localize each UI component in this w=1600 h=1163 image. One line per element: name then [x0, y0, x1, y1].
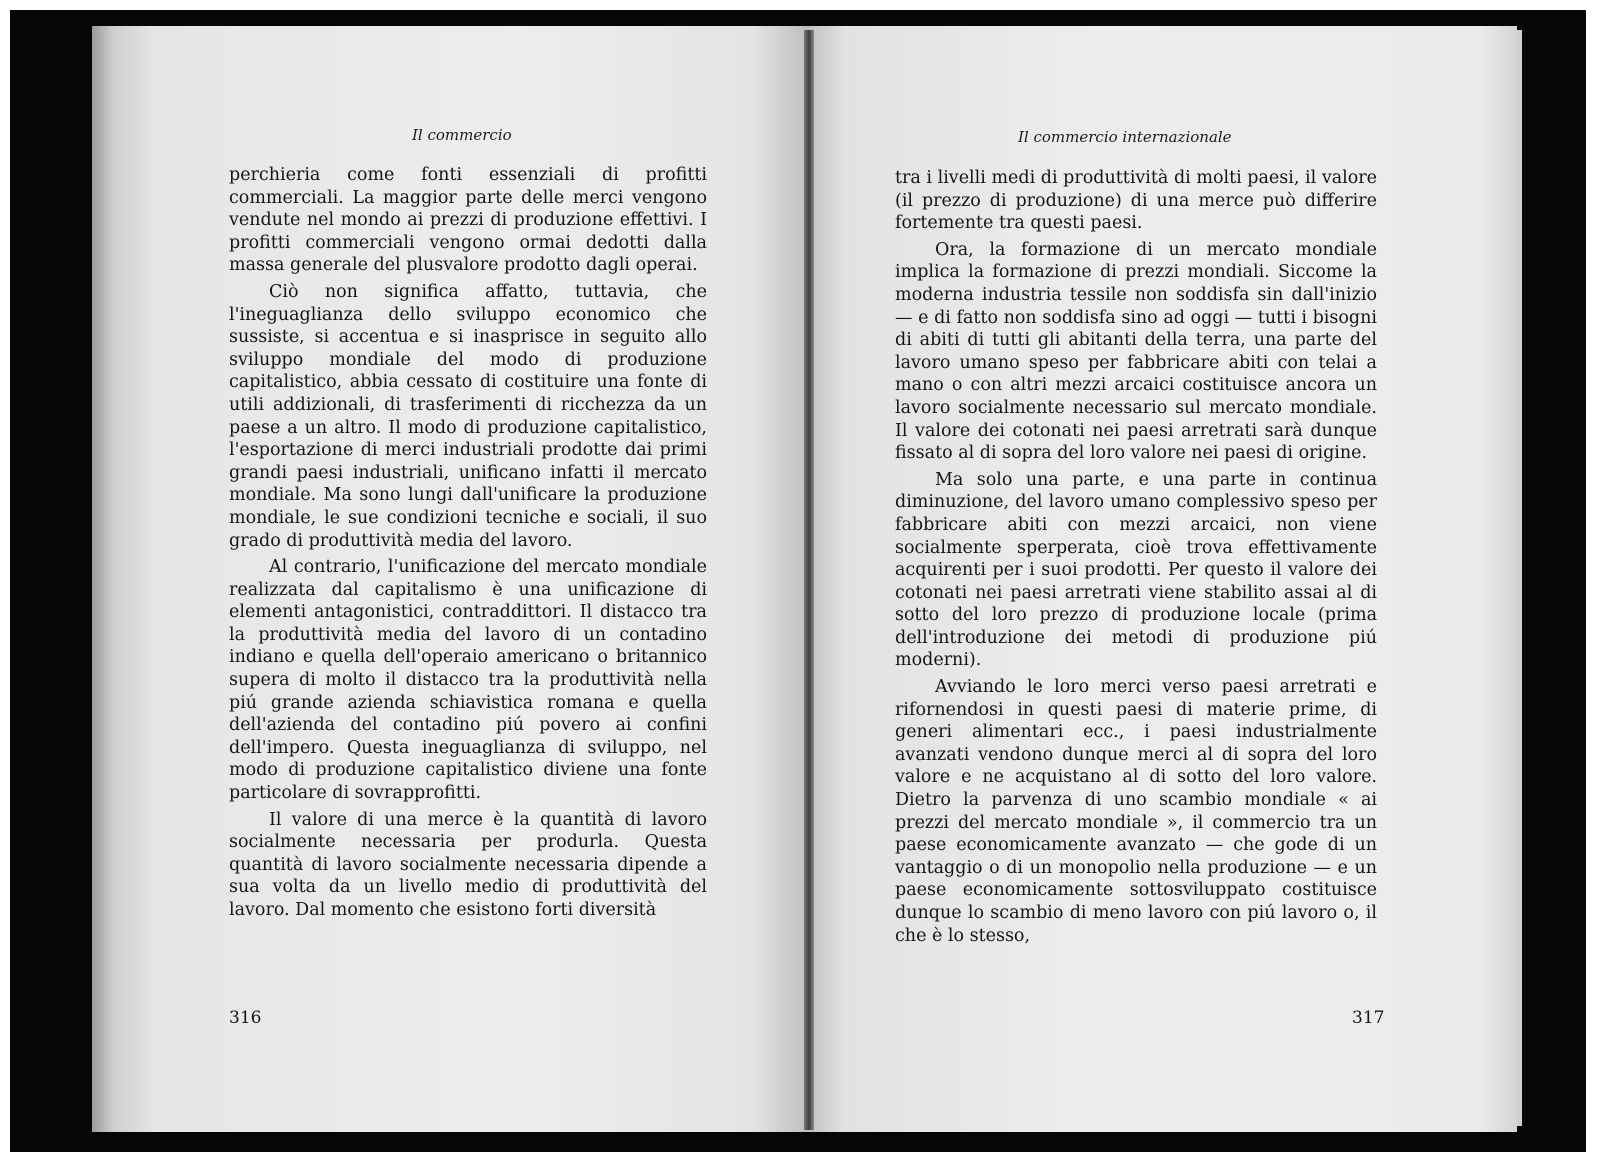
left-body-text	[229, 164, 707, 926]
left-page-number: 316	[229, 1008, 262, 1028]
book-gutter	[804, 30, 814, 1130]
page-edge	[1517, 30, 1522, 1126]
right-paragraph-1: tra i livelli medi di produttività di molti paesi, il valore (il prezzo di produzione) di una merce può differire fortemente tra questi paesi.	[895, 168, 1377, 234]
right-paragraph-2: Ora, la formazione di un mercato mondiale implica la formazione di prezzi mondiali. Siccome la moderna industria tessile non soddisfa sin dall'inizio — e di fatto non soddisfa sino ad oggi — tutti i bisogni di abiti di tutti gli abitanti della terra, una parte del lavoro umano speso per fabbricare abiti con telai a mano o con altri mezzi arcaici costituisce ancora un lavoro socialmente necessario sul mercato mondiale. Il valore dei cotonati nei paesi arretrati sarà dunque fissato al di sopra del loro valore nei paesi di origine.	[895, 239, 1377, 464]
left-paragraph-2: Ciò non significa affatto, tuttavia, che l'ineguaglianza dello sviluppo economico che sussiste, si accentua e si inasprisce in seguito allo sviluppo mondiale del modo di produzione capitalistico, abbia cessato di costituire una fonte di utili addizionali, di trasferimenti di ricchezza da un paese a un altro. Il modo di produzione capitalistico, l'esportazione di merci industriali prodotte dai primi grandi paesi industriali, unificano infatti il mercato mondiale. Ma sono lungi dall'unificare la produzione mondiale, le sue condizioni tecniche e sociali, il suo grado di produttività media del lavoro.	[229, 281, 707, 551]
right-page-number: 317	[1352, 1008, 1385, 1028]
left-paragraph-3: Al contrario, l'unificazione del mercato mondiale realizzata dal capitalismo è una unificazione di elementi antagonistici, contraddittori. Il distacco tra la produttività media del lavoro di un contadino indiano e quella dell'operaio americano o britannico supera di molto il distacco tra la produttività nella piú grande azienda schiavistica romana e quella dell'azienda del contadino piú povero ai confini dell'impero. Questa ineguaglianza di sviluppo, nel modo di produzione capitalistico diviene una fonte particolare di sovrapprofitti.	[229, 557, 707, 804]
right-paragraph-3: Ma solo una parte, e una parte in continua diminuzione, del lavoro umano complessivo speso per fabbricare abiti con mezzi arcaici, non viene socialmente sperperata, cioè trova effettivamente acquirenti per i suoi prodotti. Per questo il valore dei cotonati nei paesi arretrati viene stabilito assai al di sotto del loro prezzo di produzione locale (prima dell'introduzione dei metodi di produzione piú moderni).	[895, 469, 1377, 671]
left-paragraph-4: Il valore di una merce è la quantità di lavoro socialmente necessaria per produrla. Questa quantità di lavoro socialmente necessaria dipende a sua volta da un livello medio di produttività del lavoro. Dal momento che esistono forti diversità	[229, 809, 707, 920]
right-body-text	[895, 167, 1377, 951]
left-paragraph-1: perchieria come fonti essenziali di profitti commerciali. La maggior parte delle merci vengono vendute nel mondo ai prezzi di produzione effettivi. I profitti commerciali vengono ormai dedotti dalla massa generale del plusvalore prodotto dagli operai.	[229, 165, 707, 276]
right-paragraph-4: Avviando le loro merci verso paesi arretrati e rifornendosi in questi paesi di materie prime, di generi alimentari ecc., i paesi industrialmente avanzati vendono dunque merci al di sopra del loro valore e ne acquistano al di sotto del loro valore. Dietro la parvenza di uno scambio mondiale « ai prezzi del mercato mondiale », il commercio tra un paese economicamente avanzato — che gode di un vantaggio o di un monopolio nella produzione — e un paese economicamente sottosviluppato costituisce dunque lo scambio di meno lavoro con piú lavoro o, il che è lo stesso,	[895, 677, 1377, 946]
right-running-head: Il commercio internazionale	[1018, 128, 1232, 146]
left-running-head: Il commercio	[412, 126, 512, 144]
